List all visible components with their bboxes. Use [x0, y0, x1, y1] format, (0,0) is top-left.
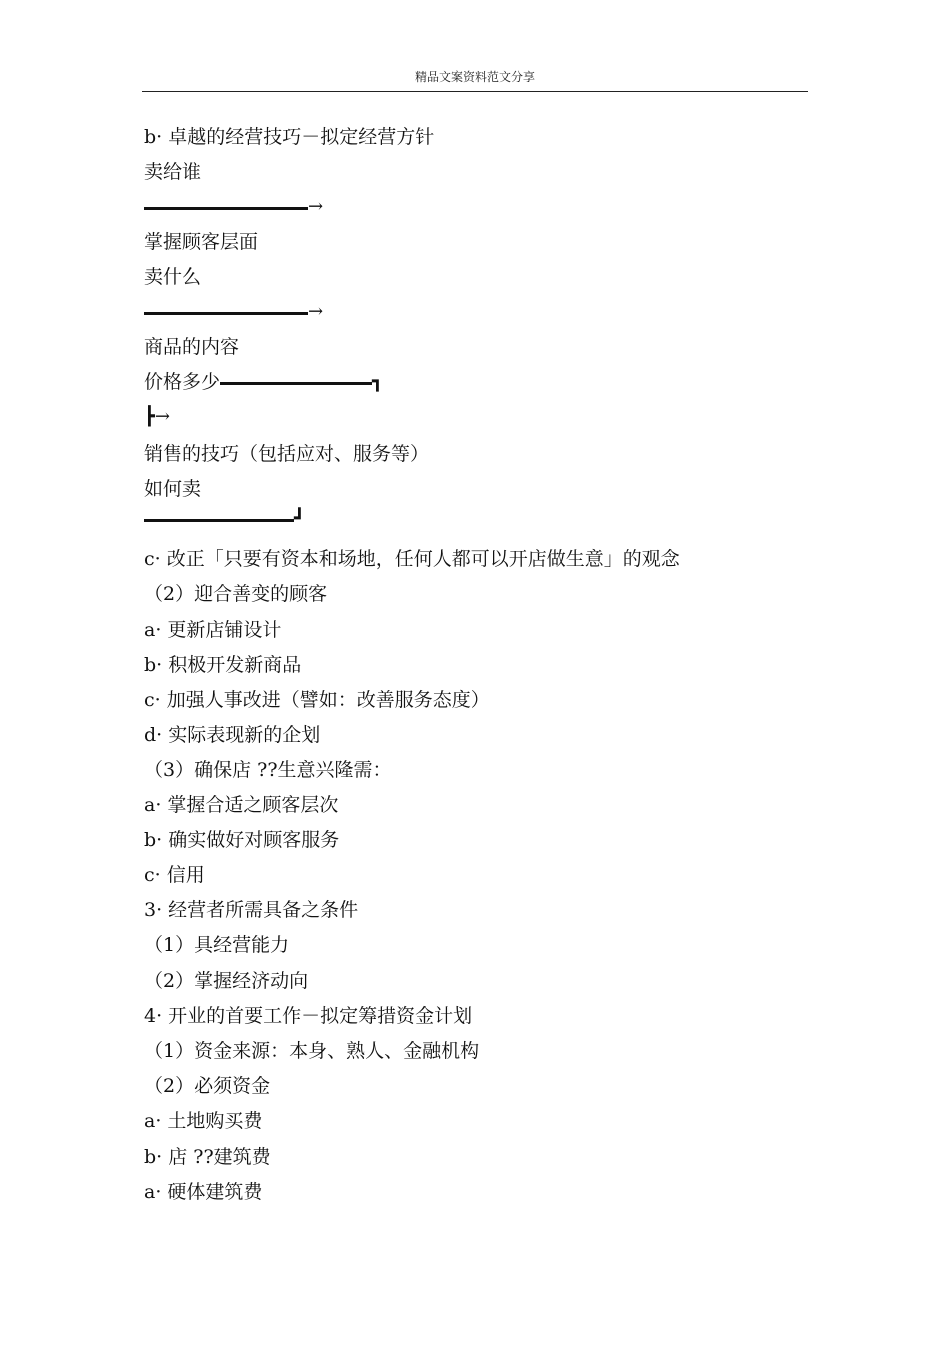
flow-rule — [144, 312, 308, 315]
text-line: 如何卖 — [144, 478, 202, 500]
header-title: 精品文案资料范文分享 — [414, 70, 535, 84]
bracket-corner-icon: ┛ — [294, 508, 305, 529]
bracket-rule — [220, 382, 372, 385]
text-line: b· 卓越的经营技巧－拟定经营方针 — [144, 126, 435, 148]
branch-icon: ┣ — [144, 406, 155, 427]
text-line: c· 信用 — [144, 864, 205, 886]
text-line: （2）必须资金 — [144, 1075, 271, 1097]
bracket-corner-icon: ┓ — [372, 371, 383, 392]
text-line: b· 确实做好对顾客服务 — [144, 829, 340, 851]
text-line: a· 土地购买费 — [144, 1110, 263, 1132]
bracket-close — [144, 506, 305, 532]
flow-rule — [144, 207, 308, 210]
arrow-icon: → — [154, 406, 170, 427]
text-line: a· 更新店铺设计 — [144, 619, 282, 641]
text-line: b· 积极开发新商品 — [144, 654, 302, 676]
text-line: （2）迎合善变的顾客 — [144, 583, 328, 605]
text-line: （1）资金来源：本身、熟人、金融机构 — [144, 1040, 480, 1062]
text-line: a· 硬体建筑费 — [144, 1181, 263, 1203]
arrow-icon: → — [308, 196, 324, 217]
bracket-rule — [144, 519, 294, 522]
text-line: d· 实际表现新的企划 — [144, 724, 321, 746]
text-line: 卖什么 — [144, 266, 202, 288]
text-line: 4· 开业的首要工作－拟定筹措资金计划 — [144, 1005, 473, 1027]
flow-branch — [144, 404, 170, 430]
text-line: （3）确保店 ??生意兴隆需： — [144, 759, 392, 781]
text-line: c· 改正「只要有资本和场地，任何人都可以开店做生意」的观念 — [144, 548, 680, 570]
flow-arrow — [144, 194, 323, 220]
text-line: b· 店 ??建筑费 — [144, 1146, 271, 1168]
text-line: a· 掌握合适之顾客层次 — [144, 794, 339, 816]
text-line: 3· 经营者所需具备之条件 — [144, 899, 359, 921]
text-line: 商品的内容 — [144, 336, 240, 358]
flow-arrow — [144, 299, 323, 325]
text-line: （2）掌握经济动向 — [144, 970, 309, 992]
text-line: c· 加强人事改进（譬如：改善服务态度） — [144, 689, 490, 711]
text-line: 卖给谁 — [144, 161, 202, 183]
page-header — [142, 66, 808, 92]
text-line: 销售的技巧（包括应对、服务等） — [144, 443, 430, 465]
arrow-icon: → — [308, 301, 324, 322]
text-segment: 价格多少 — [144, 371, 221, 393]
text-line-with-bracket — [144, 369, 383, 395]
text-line: 掌握顾客层面 — [144, 231, 259, 253]
text-line: （1）具经营能力 — [144, 934, 290, 956]
